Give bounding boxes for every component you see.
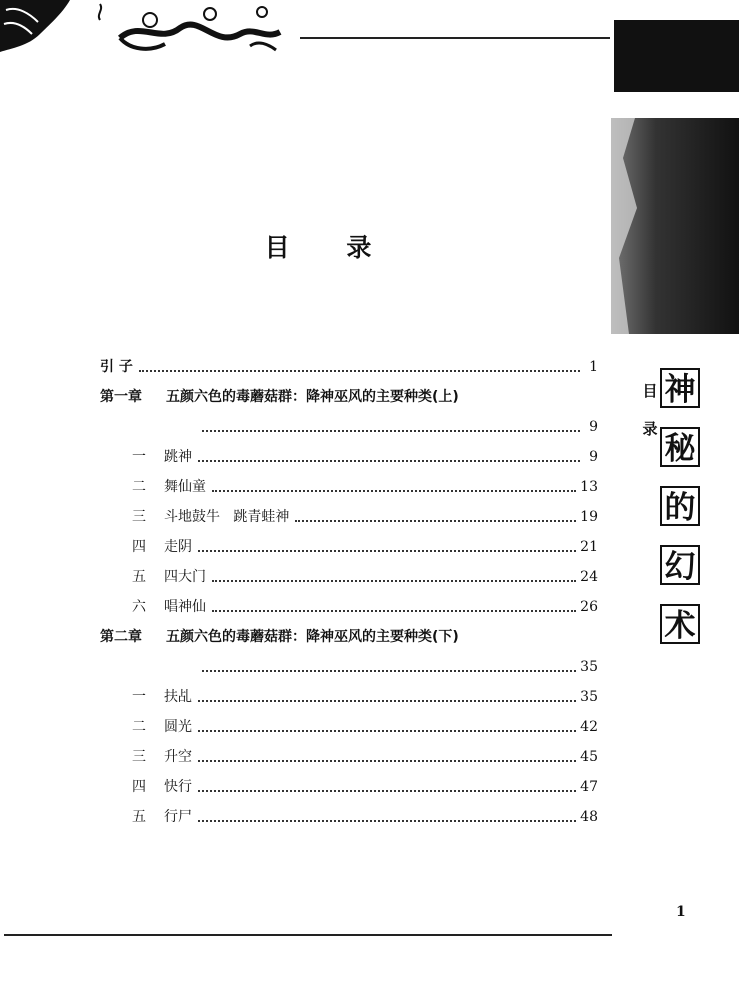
section-title: 走阴 xyxy=(164,539,192,555)
toc-section[interactable] xyxy=(132,744,598,766)
side-section-label: 目录 xyxy=(642,382,658,438)
toc-page-number: 35 xyxy=(580,689,598,705)
toc-page-number: 9 xyxy=(589,419,598,435)
toc-section[interactable] xyxy=(132,714,598,736)
toc-section[interactable] xyxy=(132,594,598,616)
toc-section[interactable] xyxy=(132,444,598,466)
header-rule xyxy=(300,37,610,39)
toc-chapter-page-line[interactable] xyxy=(202,414,598,436)
toc-page-number: 19 xyxy=(580,509,598,525)
toc-section[interactable] xyxy=(132,474,598,496)
leader-dots xyxy=(295,520,576,522)
leader-dots xyxy=(198,820,576,822)
book-title-char: 的 xyxy=(660,486,700,526)
section-number: 五 xyxy=(132,569,146,585)
section-title: 快行 xyxy=(164,779,192,795)
book-title-char: 幻 xyxy=(660,545,700,585)
toc-section[interactable] xyxy=(132,564,598,586)
chapter-title: 五颜六色的毒蘑菇群：降神巫风的主要种类(上) xyxy=(166,389,459,405)
toc-page-number: 35 xyxy=(580,659,598,675)
toc-entry-label: 引 子 xyxy=(100,359,133,375)
toc-section[interactable] xyxy=(132,804,598,826)
toc-page-number: 9 xyxy=(589,449,598,465)
section-number: 一 xyxy=(132,689,146,705)
leader-dots xyxy=(198,730,576,732)
section-number: 四 xyxy=(132,779,146,795)
section-title: 跳神 xyxy=(164,449,192,465)
leader-dots xyxy=(212,490,576,492)
dragon-illustration xyxy=(0,0,300,64)
toc-page-number: 24 xyxy=(580,569,598,585)
section-title: 四大门 xyxy=(164,569,206,585)
leader-dots xyxy=(202,430,580,432)
toc-page-number: 42 xyxy=(580,719,598,735)
section-title: 斗地鼓牛 跳青蛙神 xyxy=(164,509,290,525)
toc-section[interactable] xyxy=(132,504,598,526)
toc-chapter-page-line[interactable] xyxy=(202,654,598,676)
section-title: 舞仙童 xyxy=(164,479,206,495)
chapter-number: 第一章 xyxy=(100,389,142,405)
section-title: 扶乩 xyxy=(164,689,192,705)
toc-chapter-heading[interactable] xyxy=(100,624,598,646)
toc-page-number: 45 xyxy=(580,749,598,765)
section-title: 唱神仙 xyxy=(164,599,206,615)
section-title: 行尸 xyxy=(164,809,192,825)
leader-dots xyxy=(212,580,576,582)
section-number: 二 xyxy=(132,719,146,735)
leader-dots xyxy=(198,700,576,702)
page-number: 1 xyxy=(676,904,686,920)
leader-dots xyxy=(202,670,576,672)
side-black-block xyxy=(614,20,739,92)
footer-rule xyxy=(4,934,612,936)
toc-section[interactable] xyxy=(132,534,598,556)
chapter-title: 五颜六色的毒蘑菇群：降神巫风的主要种类(下) xyxy=(166,629,459,645)
section-number: 六 xyxy=(132,599,146,615)
section-number: 四 xyxy=(132,539,146,555)
toc-page-number: 48 xyxy=(580,809,598,825)
section-number: 二 xyxy=(132,479,146,495)
section-number: 五 xyxy=(132,809,146,825)
leader-dots xyxy=(198,550,576,552)
book-title-char: 术 xyxy=(660,604,700,644)
section-number: 三 xyxy=(132,509,146,525)
chapter-number: 第二章 xyxy=(100,629,142,645)
book-title-char: 秘 xyxy=(660,427,700,467)
side-book-title xyxy=(660,368,706,663)
section-number: 一 xyxy=(132,449,146,465)
side-texture-panel xyxy=(611,118,739,334)
toc-page-number: 26 xyxy=(580,599,598,615)
page-title: 目 录 xyxy=(264,233,396,262)
toc-chapter-heading[interactable] xyxy=(100,384,598,406)
leader-dots xyxy=(198,460,580,462)
toc-page-number: 21 xyxy=(580,539,598,555)
toc-entry-intro[interactable] xyxy=(100,354,598,376)
leader-dots xyxy=(198,760,576,762)
toc-page-number: 47 xyxy=(580,779,598,795)
toc-section[interactable] xyxy=(132,684,598,706)
section-title: 升空 xyxy=(164,749,192,765)
book-title-char: 神 xyxy=(660,368,700,408)
leader-dots xyxy=(198,790,576,792)
leader-dots xyxy=(212,610,576,612)
section-number: 三 xyxy=(132,749,146,765)
leader-dots xyxy=(139,370,580,372)
toc-section[interactable] xyxy=(132,774,598,796)
section-title: 圆光 xyxy=(164,719,192,735)
toc-page-number: 13 xyxy=(580,479,598,495)
toc-page-number: 1 xyxy=(589,359,598,375)
